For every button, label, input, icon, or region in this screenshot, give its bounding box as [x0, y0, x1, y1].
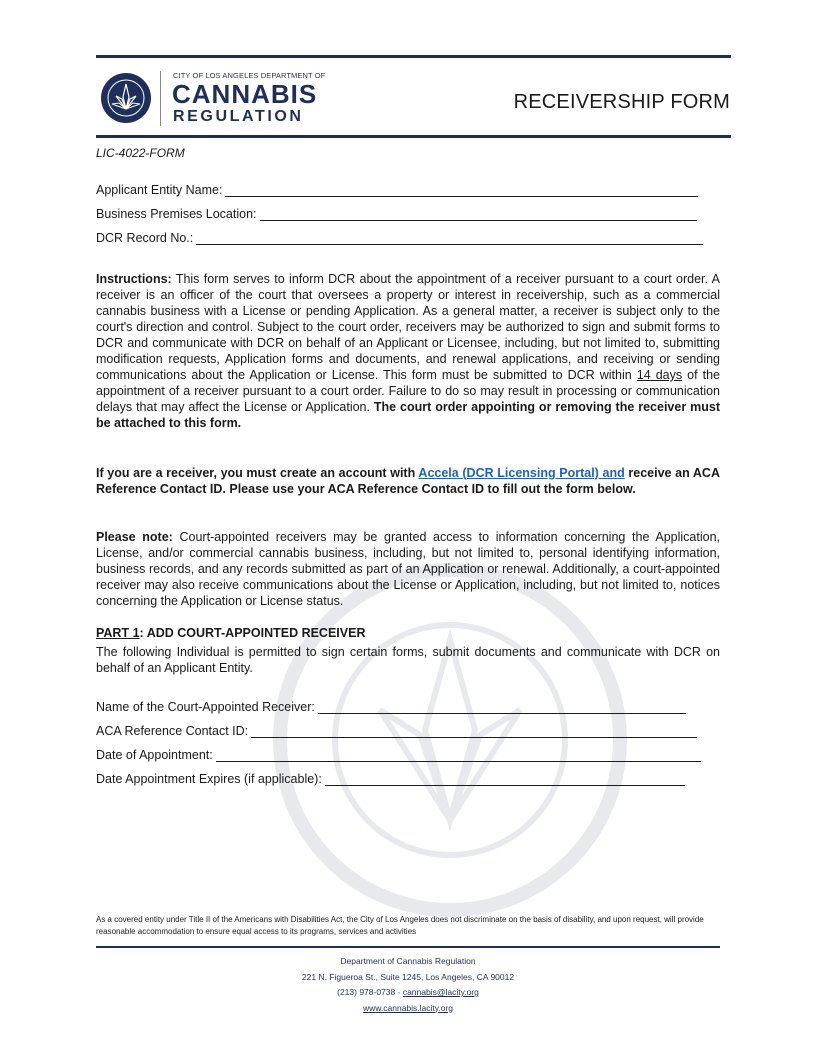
dcr-record-no-field[interactable] [96, 231, 703, 245]
instructions-text-2: of the appointment of a receiver pursuant to a court order. Failure to do so may result in processing or communication delays that may affect the License or Application. [96, 368, 721, 414]
instructions-bold-end: The court order appointing or removing the receiver must be attached to this form. [96, 400, 720, 430]
form-title: RECEIVERSHIP FORM [513, 91, 730, 113]
part1-heading [96, 626, 365, 640]
field-label: DCR Record No.: [96, 231, 194, 245]
account-note-text-2: receive an ACA Reference Contact ID. Please use your ACA Reference Contact ID to fill out the form below. [96, 466, 720, 496]
part1-description: The following Individual is permitted to sign certain forms, submit documents and communicate with DCR on behalf of an Applicant Entity. [96, 645, 720, 675]
instructions-deadline: 14 days [636, 368, 683, 382]
header-top-rule [96, 55, 731, 58]
footer-rule [96, 946, 720, 948]
instructions-lead: Instructions: [96, 272, 172, 286]
date-of-appointment-field[interactable] [96, 748, 701, 762]
footer-address: 221 N. Figueroa St., Suite 1245, Los Angeles, CA 90012 [301, 971, 515, 982]
footer-phone: (213) 978-0738 [337, 987, 396, 997]
aca-reference-contact-id-field[interactable] [96, 724, 697, 738]
footer-email-link[interactable]: cannabis@lacity.org [402, 987, 479, 997]
logo-department-text: CITY OF LOS ANGELES DEPARTMENT OF [173, 71, 326, 80]
please-note-lead: Please note: [96, 530, 173, 544]
dcr-record-no-input[interactable] [196, 231, 703, 245]
field-label: Applicant Entity Name: [96, 183, 223, 197]
footer-contact [96, 985, 720, 1001]
footer [96, 954, 720, 1016]
header-bottom-rule [96, 135, 731, 138]
applicant-entity-name-input[interactable] [225, 183, 698, 197]
please-note-paragraph [96, 529, 720, 609]
accela-portal-link[interactable]: Accela (DCR Licensing Portal) and [418, 466, 625, 480]
please-note-text: Court-appointed receivers may be granted access to information concerning the Application, License, and/or commercial cannabis business, including, but not limited to, personal identifying information, business records, and any records submitted as part of an Application or renewal. Additionally, a court-appointed receiver may also receive communications about the License or Application, including, but not limited to, notices concerning the Application or License status. [96, 530, 720, 608]
account-note-text-1: If you are a receiver, you must create an account with [96, 466, 419, 480]
footer-department: Department of Cannabis Regulation [340, 956, 476, 966]
business-premises-location-input[interactable] [260, 207, 697, 221]
part1-label: PART 1 [96, 626, 140, 640]
cannabis-seal-icon [100, 72, 152, 124]
ada-disclaimer: As a covered entity under Title II of the Americans with Disabilities Act, the City of Los Angeles does not discriminate on the basis of disability, and upon request, will provide reasonable accommodation to ensure equal access to its programs, services and activities [96, 915, 704, 936]
form-id: LIC-4022-FORM [96, 146, 185, 160]
field-label: Date Appointment Expires (if applicable): [96, 772, 322, 786]
field-label: Name of the Court-Appointed Receiver: [96, 700, 315, 714]
date-appointment-expires-input[interactable] [325, 772, 685, 786]
business-premises-location-field[interactable] [96, 207, 697, 221]
receiver-name-field[interactable] [96, 700, 686, 714]
field-label: Business Premises Location: [96, 207, 257, 221]
logo-regulation-text: REGULATION [173, 108, 304, 125]
aca-reference-contact-id-input[interactable] [251, 724, 697, 738]
field-label: Date of Appointment: [96, 748, 213, 762]
date-of-appointment-input[interactable] [216, 748, 701, 762]
field-label: ACA Reference Contact ID: [96, 724, 249, 738]
account-note-paragraph [96, 465, 720, 497]
date-appointment-expires-field[interactable] [96, 772, 685, 786]
applicant-entity-name-field[interactable] [96, 183, 698, 197]
instructions-paragraph [96, 271, 720, 431]
receiver-name-input[interactable] [318, 700, 686, 714]
logo-divider [160, 71, 161, 126]
instructions-text-1: This form serves to inform DCR about the appointment of a receiver pursuant to a court order. A receiver is an officer of the court that oversees a property or interest in receivership, such as a commercial cannabis business with a License or pending Application. As a general matter, a receiver is subject only to the court's direction and control. Subject to the court order, receivers may be authorized to sign and submit forms to DCR and communicate with DCR on behalf of an Applicant or Licensee, including, but not limited to, submitting modification requests, Application forms and documents, and renewal applications, and receiving or sending communications about the Application or License. This form must be submitted to DCR within [96, 272, 720, 382]
footer-separator: · [395, 987, 403, 997]
part1-title: : ADD COURT-APPOINTED RECEIVER [139, 626, 366, 640]
footer-website-link[interactable]: www.cannabis.lacity.org [362, 1002, 454, 1013]
watermark-seal-icon [270, 560, 630, 920]
logo-cannabis-text: CANNABIS [172, 79, 318, 109]
